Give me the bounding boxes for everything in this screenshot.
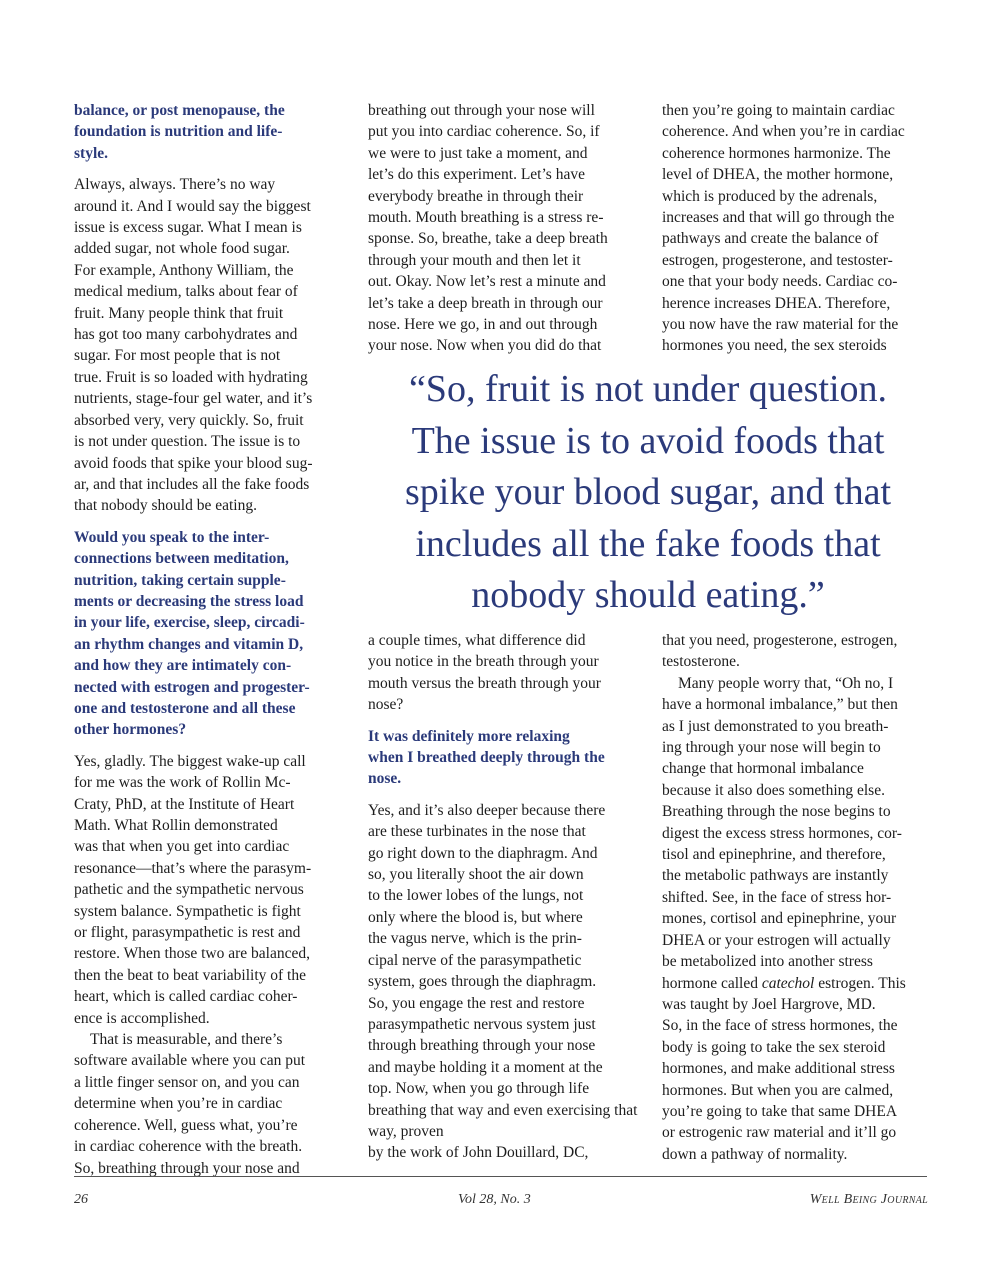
question-heading: Would you speak to the inter- connections between meditation, nutrition, taking certain supple- ments or decreasing the stress load in your life, exercise, sleep, circadi- an rhythm changes and vitamin D, and how they are intimately con- nected with estrogen and progester- one and testosterone and all these other hormones? [74, 528, 310, 739]
page-number: 26 [74, 1192, 88, 1207]
answer-paragraph: that you need, progesterone, estrogen, testosterone. [662, 632, 898, 671]
journal-name: Well Being Journal [809, 1192, 928, 1207]
issue-label: Vol 28, No. 3 [458, 1192, 531, 1207]
middle-column-top [368, 100, 644, 357]
pull-quote: “So, fruit is not under question. The issue is to avoid foods that spike your blood sugar, and that includes all the fake foods that nobody should eating.” [404, 368, 892, 616]
answer-paragraph: Yes, and it’s also deeper because there are these turbinates in the nose that go right down to the diaphragm. And so, you literally shoot the air down to the lower lobes of the lungs, not only where the blood is, but where the vagus nerve, which is the prin- cipal nerve of the parasympathetic system, goes through the diaphragm. So, you engage the rest and restore parasympathetic nervous system just through breathing through your nose and maybe holding it a moment at the top. Now, when you go through life breathing that way and even exercising that way, proven by the work of John Douillard, DC, [368, 801, 638, 1162]
answer-paragraph: Yes, gladly. The biggest wake-up call for me was the work of Rollin Mc- Craty, PhD, at the Institute of Heart Math. What Rollin demonstrated was that when you get into cardiac resonance—that’s where the parasym- pathetic and the sympathetic nervous system balance. Sympathetic is fight or flight, parasympathetic is rest and restore. When those two are balanced, then the beat to beat variability of the heart, which is called cardiac coher- ence is accomplished. [74, 752, 312, 1027]
question-heading: It was definitely more relaxing when I breathed deeply through the nose. [368, 727, 605, 788]
right-column-top [662, 100, 934, 357]
answer-paragraph: Always, always. There’s no way around it. And I would say the biggest issue is excess sugar. What I mean is added sugar, not whole food sugar. For example, Anthony William, the medical medium, talks about fear of fruit. Many people think that fruit has got too many carbohydrates and sugar. For most people that is not true. Fruit is so loaded with hydrating nutrients, stage-four gel water, and it’s absorbed very, very quickly. So, fruit is not under question. The issue is to avoid foods that spike your blood sug- ar, and that includes all the fake foods that nobody should be eating. [74, 176, 313, 515]
answer-paragraph: then you’re going to maintain cardiac coherence. And when you’re in cardiac coherence hormones harmonize. The level of DHEA, the mother hormone, which is produced by the adrenals, increases and that will go through the pathways and create the balance of estrogen, progesterone, and testoster- one that your body needs. Cardiac co- herence increases DHEA. Therefore, you now have the raw material for the hormones you need, the sex steroids [662, 102, 905, 355]
middle-column-bottom [368, 630, 644, 1164]
question-heading: balance, or post menopause, the foundation is nutrition and life- style. [74, 102, 285, 162]
answer-paragraph: That is measurable, and there’s software available where you can put a little finger sensor on, and you can determine when you’re in cardiac coherence. Well, guess what, you’re in cardiac coherence with the breath. So, breathing through your nose and [74, 1031, 306, 1177]
answer-paragraph: a couple times, what difference did you notice in the breath through your mouth versus the breath through your nose? [368, 632, 601, 714]
left-column [74, 100, 346, 1179]
answer-paragraph [662, 673, 934, 1165]
paragraph-text: estrogen. This was taught by Joel Hargrove, MD. So, in the face of stress hormones, the body is going to take the sex steroid hormones, and make additional stress hormones. But when you are calmed, you’re going to take that same DHEA or estrogenic raw material and it’ll go down a pathway of normality. [662, 974, 906, 1163]
footer-divider [74, 1176, 927, 1177]
answer-paragraph: breathing out through your nose will put you into cardiac coherence. So, if we were to just take a moment, and let’s do this experiment. Let’s have everybody breathe in through their mouth. Mouth breathing is a stress re- sponse. So, breathe, take a deep breath through your mouth and then let it out. Okay. Now let’s rest a minute and let’s take a deep breath in through our nose. Here we go, in and out through your nose. Now when you did do that [368, 102, 608, 355]
right-column-bottom [662, 630, 934, 1165]
emphasis-text: catechol [761, 974, 815, 992]
paragraph-text: Many people worry that, “Oh no, I have a hormonal imbalance,” but then as I just demonstrated to you breath- ing through your nose will begin to change that hormonal imbalance because it also does something else. Breathing through the nose begins to digest the excess stress hormones, cor- tisol and epinephrine, and therefore, the metabolic pathways are instantly shifted. See, in the face of stress hor- mones, cortisol and epinephrine, your DHEA or your estrogen will actually be metabolized into another stress hormone called [662, 674, 902, 992]
